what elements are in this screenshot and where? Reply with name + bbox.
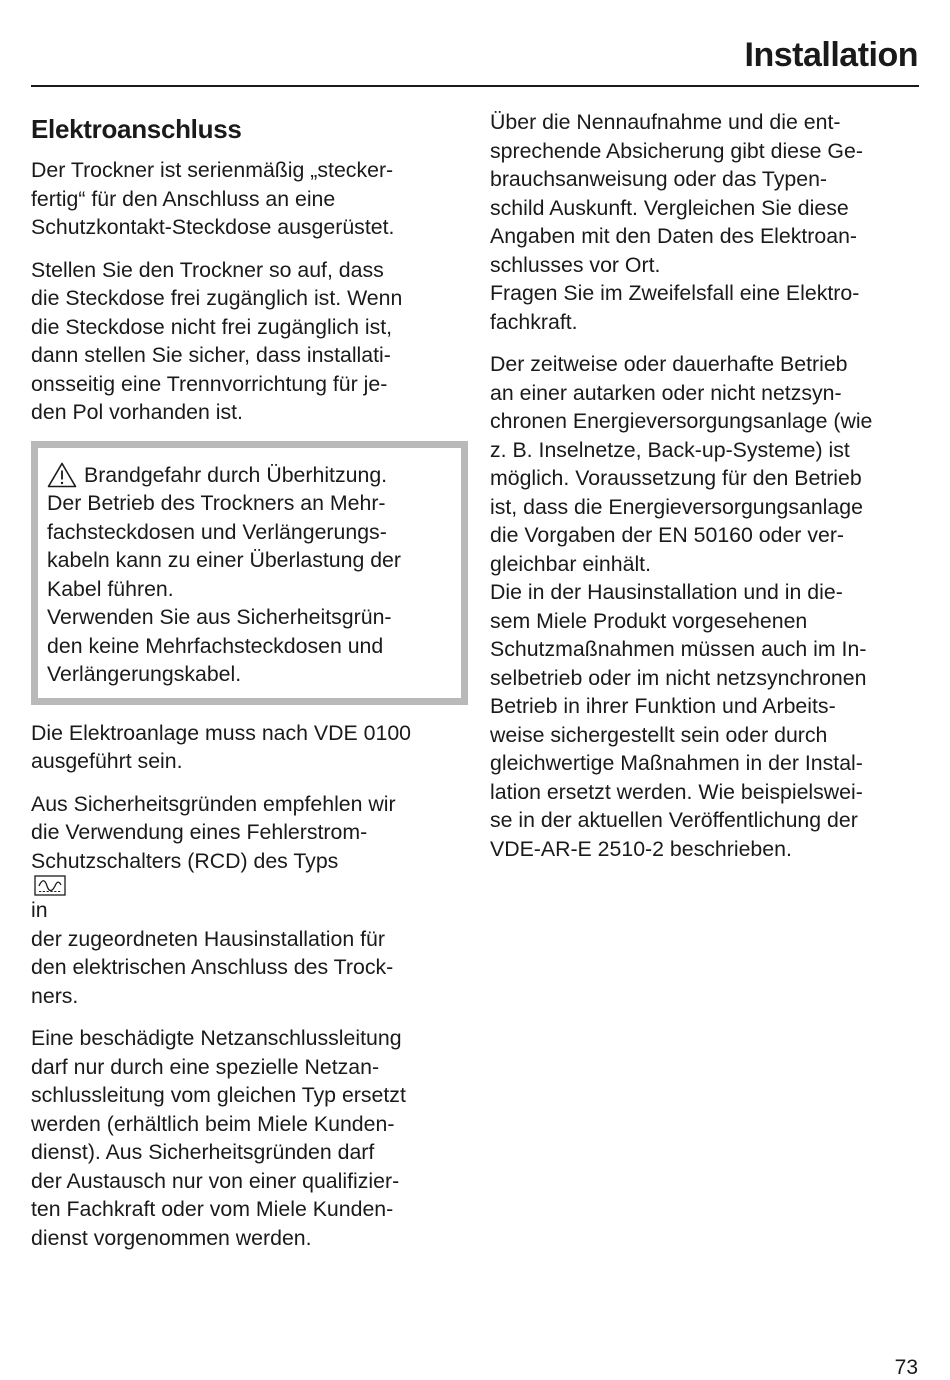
page-number: 73: [894, 1356, 918, 1379]
rcd-type-a-icon: [34, 875, 66, 896]
paragraph-vde-0100: Die Elektroanlage muss nach VDE 0100 ausgeführt sein.: [31, 720, 412, 773]
warning-title-text: Brandgefahr durch Überhitzung.: [84, 462, 388, 487]
rcd-line: Schutzschalters (RCD) des Typs in: [31, 848, 339, 922]
page-title: Installation: [744, 36, 918, 74]
warning-body-2: Verwenden Sie aus Sicherheitsgrün- den keine Mehrfachsteckdosen und Verlängerungskabel.: [47, 605, 392, 686]
header-divider: [31, 85, 919, 87]
paragraph-socket-access: Stellen Sie den Trockner so auf, dass die Steckdose frei zugänglich ist. Wenn die Steckdose nicht frei zugänglich ist, dann stellen Sie sicher, dass installati- onsseitig eine Trennvorrichtung für je- den Pol vorhanden ist.: [31, 257, 403, 424]
warning-title: [47, 461, 452, 490]
warning-triangle-icon: [47, 462, 77, 488]
paragraph-protective-measures: Die in der Hausinstallation und in die- sem Miele Produkt vorgesehenen Schutzmaßnahmen müssen auch im In- selbetrieb oder im nicht netzsynchronen Betrieb in ihrer Funktion und Arbeits- weise sichergestellt sein oder durch gleichwertige Maßnahmen in der Instal- lation ersetzt werden. Wie beispielswei- se in der aktuellen Veröffentlichung der VDE-AR-E 2510-2 beschrieben.: [490, 580, 867, 861]
section-heading: Elektroanschluss: [31, 114, 242, 144]
paragraph-island-operation: Der zeitweise oder dauerhafte Betrieb an einer autarken oder nicht netzsyn- chronen Energieversorgungsanlage (wie z. B. Inselnetze, Back-up-Systeme) ist möglich. Voraussetzung für den Betrieb ist, dass die Energieversorgungsanlage die Vorgaben der EN 50160 oder ver- gleichbar einhält.: [490, 352, 873, 576]
paragraph-rcd: Aus Sicherheitsgründen empfehlen wir die Verwendung eines Fehlerstrom- Schutzschalters (RCD) des Typs in der zugeordneten Hausinstallation für den elektrischen Anschluss des Trock- ners.: [31, 790, 461, 1011]
paragraph-cable-replacement: Eine beschädigte Netzanschlussleitung darf nur durch eine spezielle Netzan- schlussleitung vom gleichen Typ ersetzt werden (erhältlich beim Miele Kunden- dienst). Aus Sicherheitsgründen darf der Austausch nur von einer qualifizier- ten Fachkraft oder vom Miele Kunden- dienst vorgenommen werden.: [31, 1026, 406, 1250]
warning-body-1: Der Betrieb des Trockners an Mehr- fachsteckdosen und Verlängerungs- kabeln kann zu einer Überlastung der Kabel führen.: [47, 491, 401, 601]
paragraph-rated-power: Über die Nennaufnahme und die ent- sprechende Absicherung gibt diese Ge- brauchsanweisung oder das Typen- schild Auskunft. Vergleichen Sie diese Angaben mit den Daten des Elektroan- schlusses vor Ort.: [490, 110, 863, 277]
right-column: [490, 108, 930, 877]
paragraph-ask-electrician: Fragen Sie im Zweifelsfall eine Elektro- fachkraft.: [490, 281, 860, 334]
warning-box: [31, 441, 468, 705]
left-column: [31, 108, 461, 1266]
paragraph-plug-ready: Der Trockner ist serienmäßig „stecker- fertig“ für den Anschluss an eine Schutzkontakt-Steckdose ausgerüstet.: [31, 158, 395, 239]
